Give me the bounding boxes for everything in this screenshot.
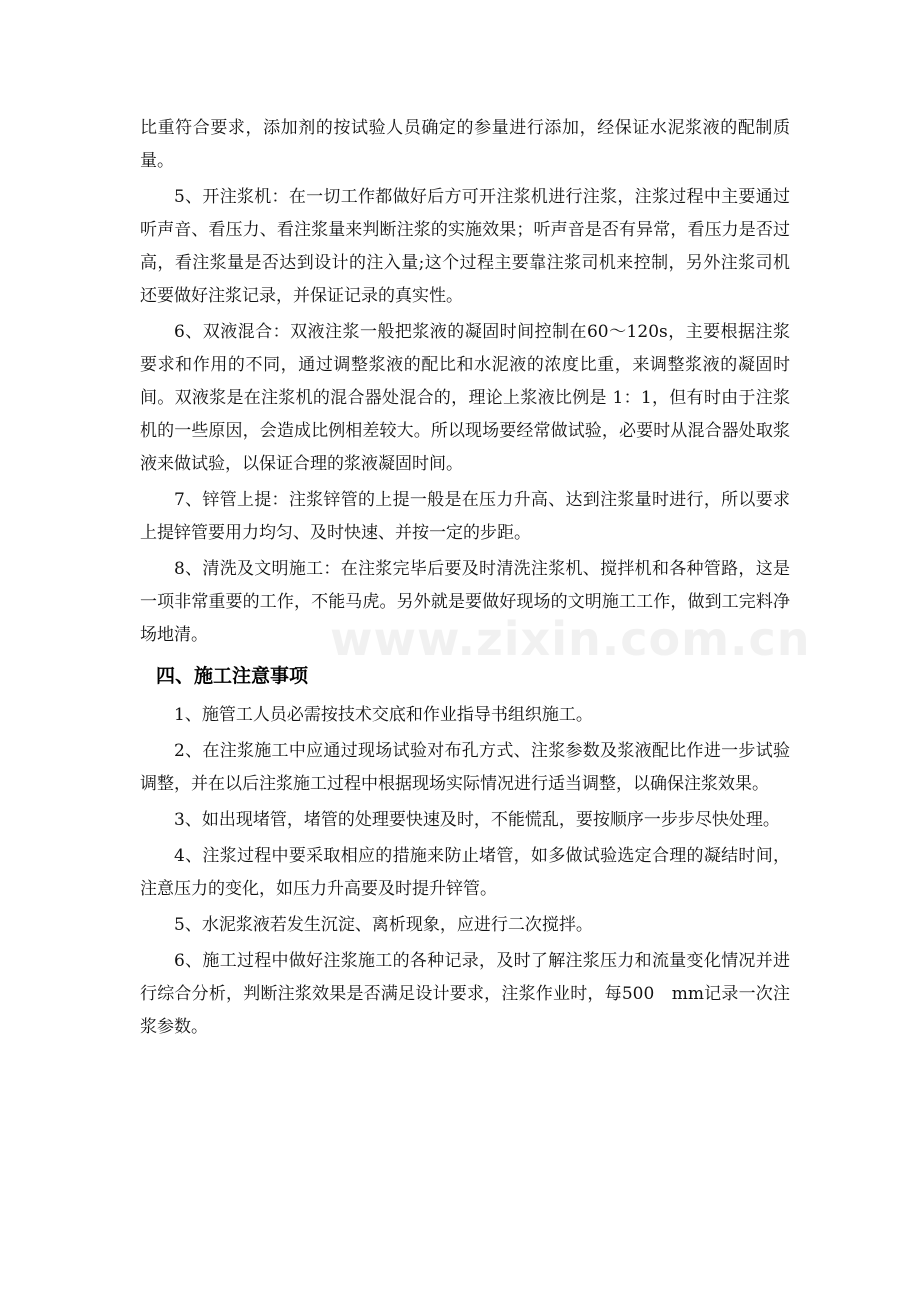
- paragraph-note-6: 6、施工过程中做好注浆施工的各种记录，及时了解注浆压力和流量变化情况并进行综合分析，判断注浆效果是否满足设计要求，注浆作业时，每500 mm记录一次注浆参数。: [140, 951, 790, 1037]
- paragraph-step-7: 7、锌管上提：注浆锌管的上提一般是在压力升高、达到注浆量时进行，所以要求上提锌管要用力均匀、及时快速、并按一定的步距。: [140, 490, 790, 543]
- document-body: [140, 112, 790, 1047]
- paragraph-step-6: 6、双液混合：双液注浆一般把浆液的凝固时间控制在60～120s，主要根据注浆要求和作用的不同，通过调整浆液的配比和水泥液的浓度比重，来调整浆液的凝固时间。双液浆是在注浆机的混合器处混合的，理论上浆液比例是 1：1，但有时由于注浆机的一些原因，会造成比例相差较大。所以现场要经常做试验，必要时从混合器处取浆液来做试验，以保证合理的浆液凝固时间。: [140, 322, 790, 474]
- paragraph-note-1: 1、施管工人员必需按技术交底和作业指导书组织施工。: [174, 705, 593, 725]
- paragraph-note-4: 4、注浆过程中要采取相应的措施来防止堵管，如多做试验选定合理的凝结时间，注意压力的变化，如压力升高要及时提升锌管。: [140, 846, 790, 899]
- paragraph-note-5: 5、水泥浆液若发生沉淀、离析现象，应进行二次搅拌。: [174, 915, 593, 935]
- section-heading: 四、施工注意事项: [156, 665, 309, 687]
- paragraph-continuation: 比重符合要求，添加剂的按试验人员确定的参量进行添加，经保证水泥浆液的配制质量。: [140, 118, 790, 171]
- paragraph-step-8: 8、清洗及文明施工：在注浆完毕后要及时清洗注浆机、搅拌机和各种管路，这是一项非常重要的工作，不能马虎。另外就是要做好现场的文明施工工作，做到工完料净场地清。: [140, 559, 790, 645]
- paragraph-note-3: 3、如出现堵管，堵管的处理要快速及时，不能慌乱，要按顺序一步步尽快处理。: [174, 810, 780, 830]
- watermark: www.zixin.com.cn: [330, 612, 811, 666]
- paragraph-step-5: 5、开注浆机：在一切工作都做好后方可开注浆机进行注浆，注浆过程中主要通过听声音、看压力、看注浆量来判断注浆的实施效果；听声音是否有异常，看压力是否过高，看注浆量是否达到设计的注入量;这个过程主要靠注浆司机来控制，另外注浆司机还要做好注浆记录，并保证记录的真实性。: [140, 187, 790, 306]
- paragraph-note-2: 2、在注浆施工中应通过现场试验对布孔方式、注浆参数及浆液配比作进一步试验调整，并在以后注浆施工过程中根据现场实际情况进行适当调整，以确保注浆效果。: [140, 741, 790, 794]
